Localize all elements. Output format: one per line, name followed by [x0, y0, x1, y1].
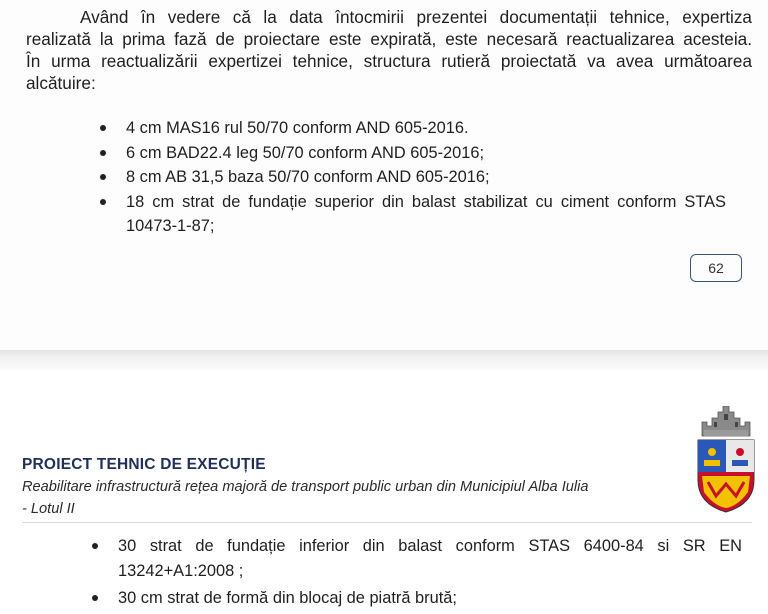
header-subtitle-line: - Lotul II — [22, 501, 75, 517]
page-number-box: 62 — [690, 254, 742, 282]
list-item-text: 30 cm strat de formă din blocaj de piatră brută; — [118, 589, 457, 607]
paragraph-line: În urma reactualizării expertizei tehnice, structura rutieră proiectată va avea următoarea — [26, 51, 752, 71]
list-item-text: 30 strat de fundație inferior din balast conform STAS 6400-84 si SR EN — [118, 537, 742, 555]
road-structure-list — [126, 116, 726, 239]
list-item — [126, 116, 726, 141]
header-subtitle-line: Reabilitare infrastructură rețea majoră de transport public urban din Municipiul Alba Iulia — [22, 479, 589, 495]
road-structure-list-continued — [118, 534, 742, 614]
bullet-icon — [100, 125, 106, 131]
page-separator — [0, 350, 768, 370]
paragraph-line: realizată la prima fază de proiectare este expirată, este necesară reactualizarea acesteia. — [26, 29, 752, 49]
bullet-icon — [92, 595, 98, 601]
list-item — [126, 190, 726, 239]
list-item — [126, 141, 726, 166]
list-item-text: 10473-1-87; — [126, 217, 215, 235]
bullet-icon — [92, 543, 98, 549]
list-item-text: 13242+A1:2008 ; — [118, 561, 244, 580]
bullet-icon — [100, 150, 106, 156]
list-item — [126, 165, 726, 190]
bullet-icon — [100, 174, 106, 180]
list-item-text: 6 cm BAD22.4 leg 50/70 conform AND 605-2016; — [126, 143, 485, 162]
list-item — [118, 534, 742, 583]
list-item-text: 4 cm MAS16 rul 50/70 conform AND 605-2016. — [126, 119, 469, 137]
paragraph-line: Având în vedere că la data întocmirii prezentei documentații tehnice, expertiza — [80, 7, 752, 27]
bullet-icon — [100, 199, 106, 205]
header-divider — [22, 522, 752, 523]
body-paragraph — [26, 6, 752, 94]
document-page-lower — [0, 370, 768, 610]
list-item-text: 8 cm AB 31,5 baza 50/70 conform AND 605-2016; — [126, 168, 490, 186]
city-coat-of-arms-icon — [694, 406, 758, 514]
paragraph-line: alcătuire: — [26, 73, 96, 93]
header-title: PROIECT TEHNIC DE EXECUȚIE — [22, 456, 266, 473]
list-item — [118, 586, 742, 611]
header-subtitle — [22, 476, 692, 520]
list-item-text: 18 cm strat de fundație superior din balast stabilizat cu ciment conform STAS — [126, 192, 726, 211]
